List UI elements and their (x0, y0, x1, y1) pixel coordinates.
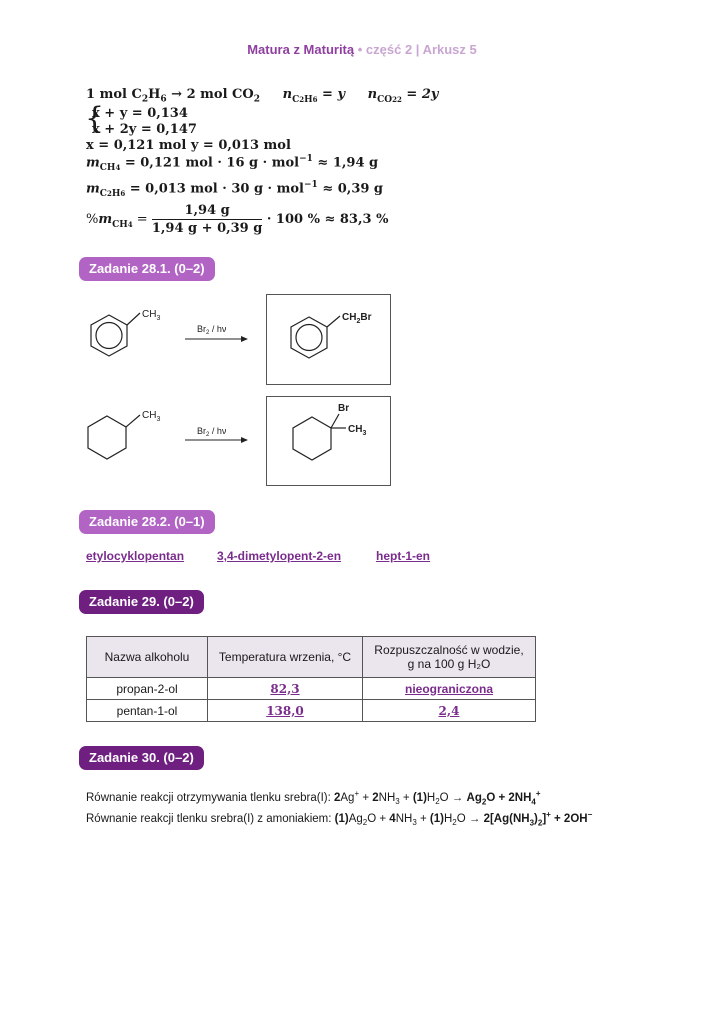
br-label: Br (338, 403, 350, 414)
toluene-ch3-label: $CH_3$ (142, 309, 161, 322)
table-header-row (87, 637, 536, 678)
header-solubility: Rozpuszczalność w wodzie, g na 100 g H₂O (363, 637, 536, 678)
equation-silver-oxide: Równanie reakcji otrzymywania tlenku srebra(I): $2Ag^+ + 2NH_3 + (1)H_2O \to Ag_2O + 2NH_4^+$ (86, 789, 541, 807)
header-dot: • (354, 42, 366, 57)
part-label: część 2 (365, 42, 413, 57)
calc-percent: $\%m_{CH4}$ = $\frac{1,94 g}{1,94 g + 0,39 g}$ · 100 % ≈ 83,3 % (86, 203, 389, 236)
equation-ammonia-complex: Równanie reakcji tlenku srebra(I) z amoniakiem: $(1)Ag_2O + 4NH_3 + (1)H_2O \to 2[Ag(NH_3)_2]^+ + 2OH^-$ (86, 810, 593, 828)
task-30-label: Zadanie 30. (0–2) (79, 746, 204, 770)
sub-c2h6: C2H6 (292, 94, 318, 105)
table-row (87, 700, 536, 722)
header-name: Nazwa alkoholu (87, 637, 208, 678)
brace-icon: { (85, 101, 105, 136)
sheet-label: Arkusz 5 (422, 42, 477, 57)
cell-boiling: 138,0 (208, 700, 363, 722)
calc-solution: x = 0,121 mol y = 0,013 mol (86, 138, 291, 153)
brand-title: Matura z Maturitą (247, 42, 355, 57)
toluene-structure (91, 313, 140, 356)
task-28-1-label: Zadanie 28.1. (0–2) (79, 257, 215, 281)
task-29-label: Zadanie 29. (0–2) (79, 590, 204, 614)
methylcyclohexane-structure (88, 415, 140, 459)
benzyl-bromide-structure (291, 316, 340, 358)
reaction-arrow-1 (185, 336, 248, 342)
answer-1: etylocyklopentan (86, 549, 185, 563)
calc-mass-c2h6: $m_{C2H6} = 0,013$ mol · 30 g · mol$^{-1}$ ≈ 0,39 g (86, 180, 384, 199)
reaction-arrow-2 (185, 437, 248, 443)
task-28-2-label: Zadanie 28.2. (0–1) (79, 510, 215, 534)
answer-3: hept-1-en (376, 549, 430, 563)
system-eq-1: x + y = 0,134 (92, 106, 188, 121)
product-ch3-label: $CH_3$ (348, 424, 367, 437)
header-boiling: Temperatura wrzenia, °C (208, 637, 363, 678)
cyclohexane-ch3-label: $CH_3$ (142, 410, 161, 423)
table-row (87, 678, 536, 700)
percent-fraction: $\frac{1,94 g}{1,94 g + 0,39 g}$ (151, 203, 263, 236)
cell-solubility: 2,4 (363, 700, 536, 722)
reagent-label-2: $Br_2$ / hν (197, 426, 227, 438)
ch2br-label: $CH_2Br$ (342, 312, 372, 325)
alcohol-table (86, 636, 536, 722)
bromomethylcyclohexane-structure (293, 414, 346, 460)
calc-line-ratio: 1 mol $C_2H_6 \to 2$ mol $CO_2$ $n_{C2H6} = y$ $n_{CO22} = 2y$ (86, 87, 439, 105)
calc-mass-ch4: $m_{CH4} = 0,121$ mol · 16 g · mol$^{-1}$ ≈ 1,94 g (86, 154, 379, 173)
cell-solubility: nieograniczona (363, 678, 536, 700)
header-bar: | (412, 42, 423, 57)
reagent-label-1: $Br_2$ / hν (197, 324, 227, 336)
system-eq-2: x + 2y = 0,147 (92, 122, 197, 137)
cell-name: pentan-1-ol (87, 700, 208, 722)
answer-2: 3,4-dimetylopent-2-en (217, 549, 342, 563)
cell-name: propan-2-ol (87, 678, 208, 700)
cell-boiling: 82,3 (208, 678, 363, 700)
